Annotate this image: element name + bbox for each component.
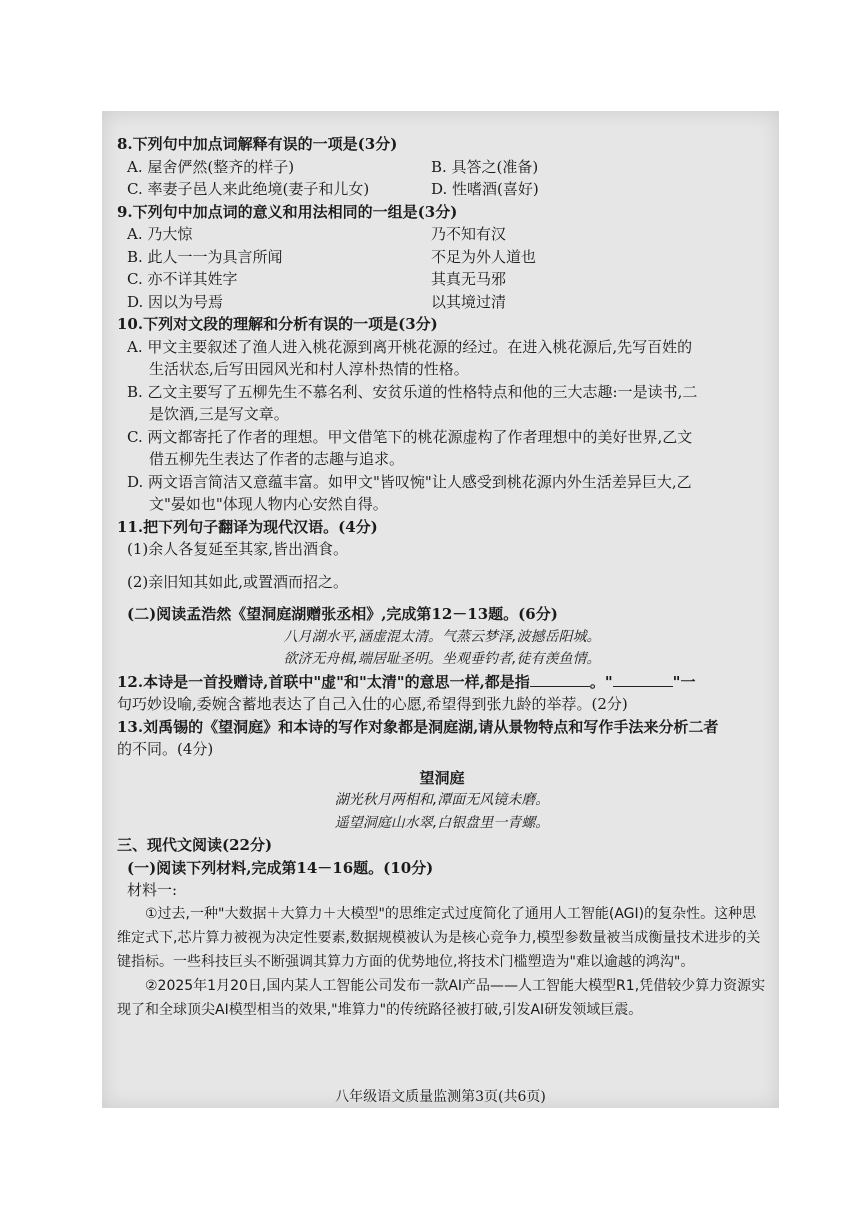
option-b-line2: 是饮酒,三是写文章。 [149,405,289,423]
option-d-left: D. 因以为号焉 [127,292,224,311]
sentence-1: (1)余人各复延至其家,皆出酒食。 [127,540,349,558]
option-b-line1: B. 乙文主要写了五柳先生不慕名利、安贫乐道的性格特点和他的三大志趣:一是读书,二 [127,382,698,401]
exam-page [102,111,779,1108]
question-stem: 9.下列句中加点词的意义和用法相同的一组是(3分) [117,202,458,221]
question-10 [117,313,767,516]
paragraph-1: ①过去,一种"大数据＋大算力＋大模型"的思维定式过度简化了通用人工智能(AGI)的复杂性。这种思维定式下,芯片算力被视为决定性要素,数据规模被认为是核心竞争力,模型参数量被当成衡量技术进步的关键指标。一些科技巨头不断强调其算力方面的优势地位,将技术门槛塑造为"难以逾越的鸿沟"。 [117,905,761,970]
question-stem: 11.把下列句子翻译为现代汉语。(4分) [117,517,378,536]
option-c-line2: 借五柳先生表达了作者的志趣与追求。 [149,450,405,468]
material-label: 材料一: [127,881,178,899]
option-b: B. 具答之(准备) [431,157,539,176]
question-line-2: 句巧妙设喻,委婉含蓄地表达了自己入仕的心愿,希望得到张九龄的举荐。(2分) [117,695,628,713]
option-a-right: 乃不知有汉 [431,225,507,243]
poem-line-1: 八月湖水平,涵虚混太清。气蒸云梦泽,波撼岳阳城。 [283,628,601,645]
option-c-right: 其真无马邪 [431,270,507,288]
answer-blank[interactable] [613,672,673,687]
option-d-line2: 文"晏如也"体现人物内心安然自得。 [149,495,388,513]
page-footer: 八年级语文质量监测第3页(共6页) [335,1089,546,1105]
question-stem: 8.下列句中加点词解释有误的一项是(3分) [117,135,398,153]
question-stem: 10.下列对文段的理解和分析有误的一项是(3分) [117,315,438,333]
option-c-line1: C. 两文都寄托了作者的理想。甲文借笔下的桃花源虚构了作者理想中的美好世界,乙文 [127,427,693,446]
question-8 [117,133,767,201]
poem-title: 望洞庭 [419,768,465,787]
sentence-2: (2)亲旧知其如此,或置酒而招之。 [127,572,349,591]
option-a-line2: 生活状态,后写田园风光和村人淳朴热情的性格。 [149,360,469,378]
reading-section-2 [117,603,767,671]
option-d-right: 以其境过清 [431,292,507,311]
poem-line-2: 遥望洞庭山水翠,白银盘里一青螺。 [334,814,550,831]
modern-reading-section [117,834,767,1022]
question-9 [117,201,767,314]
section-heading: (二)阅读孟浩然《望洞庭湖赠张丞相》,完成第12－13题。(6分) [127,605,558,623]
poem-line-1: 湖光秋月两相和,潭面无风镜未磨。 [334,792,550,808]
question-13 [117,716,767,835]
option-c: C. 率妻子邑人来此绝境(妻子和儿女) [127,180,370,198]
paragraph-2: ②2025年1月20日,国内某人工智能公司发布一款AI产品——人工智能大模型R1,凭借较少算力资源实现了和全球顶尖AI模型相当的效果,"堆算力"的传统路径被打破,引发AI研发领域巨震。 [117,977,766,1018]
option-d: D. 性嗜酒(喜好) [431,180,539,198]
option-d-line1: D. 两文语言简洁又意蕴丰富。如甲文"皆叹惋"让人感受到桃花源内外生活差异巨大,乙 [127,472,692,491]
question-11 [117,516,767,594]
question-line-1: 12.本诗是一首投赠诗,首联中"虚"和"太清"的意思一样,都是指 。" "一 [117,672,696,691]
option-a-left: A. 乃大惊 [127,225,193,243]
question-line-2: 的不同。(4分) [117,740,214,758]
option-a-line1: A. 甲文主要叙述了渔人进入桃花源到离开桃花源的经过。在进入桃花源后,先写百姓的 [127,337,693,356]
question-line-1: 13.刘禹锡的《望洞庭》和本诗的写作对象都是洞庭湖,请从景物特点和写作手法来分析二者 [117,717,719,736]
answer-blank[interactable] [530,672,590,687]
option-b-right: 不足为外人道也 [431,247,537,266]
question-12 [117,671,767,716]
subsection-heading: (一)阅读下列材料,完成第14－16题。(10分) [127,858,434,877]
option-a: A. 屋舍俨然(整齐的样子) [127,157,295,176]
option-c-left: C. 亦不详其姓字 [127,270,238,288]
option-b-left: B. 此人一一为具言所闻 [127,247,283,266]
poem-line-2: 欲济无舟楫,端居耻圣明。坐观垂钓者,徒有羡鱼情。 [283,651,601,667]
section-heading: 三、现代文阅读(22分) [117,836,273,854]
